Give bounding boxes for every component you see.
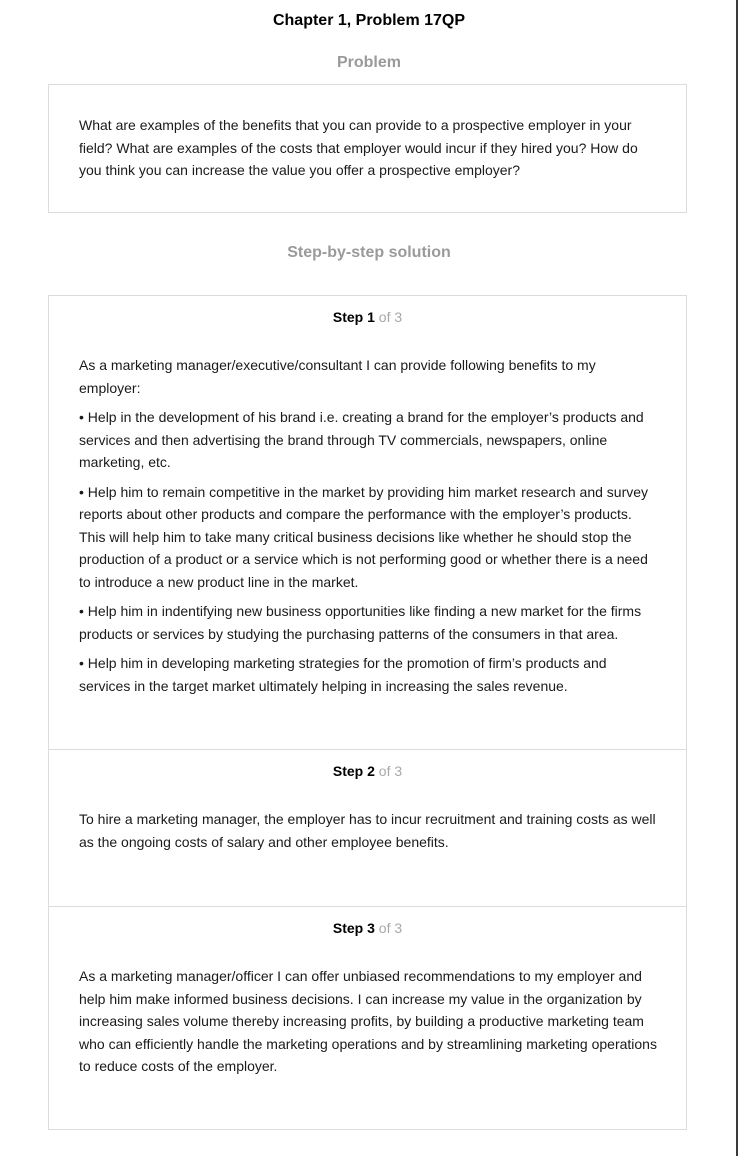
step-bullet: • Help him in developing marketing strategies for the promotion of firm’s products and services in the target market ultimately helping in increasing the sales revenue.	[79, 655, 607, 694]
step-body	[79, 965, 661, 1085]
problem-heading: Problem	[336, 54, 401, 71]
page-title: Chapter 1, Problem 17QP	[272, 12, 466, 29]
step-paragraph: As a marketing manager/officer I can offer unbiased recommendations to my employer and help him make informed business decisions. I can increase my value in the organization by increasing sales volume thereby increasing profits, by building a productive marketing team who can efficiently handle the marketing operations and by streamlining marketing operations to reduce costs of the employer.	[79, 968, 657, 1074]
problem-box	[48, 84, 687, 213]
step-word: Step	[332, 763, 364, 779]
step-body	[79, 808, 661, 860]
step-header	[49, 762, 686, 780]
solution-heading: Step-by-step solution	[287, 244, 451, 261]
problem-text: What are examples of the benefits that you can provide to a prospective employer in your field? What are examples of the costs that employer would incur if they hired you? How do you think you can increase the value you offer a prospective employer?	[79, 117, 638, 178]
step-2	[49, 749, 686, 906]
step-of-total: of 3	[378, 763, 403, 779]
step-of-total: of 3	[378, 309, 403, 325]
step-bullet: • Help in the development of his brand i.e. creating a brand for the employer’s products and services and then advertising the brand through TV commercials, newspapers, online marketing, etc.	[79, 409, 644, 470]
solution-box	[48, 295, 687, 1130]
step-number: 1	[367, 309, 375, 325]
step-header	[49, 308, 686, 326]
step-paragraph: To hire a marketing manager, the employer has to incur recruitment and training costs as well as the ongoing costs of salary and other employee benefits.	[79, 811, 656, 850]
step-number: 3	[367, 920, 375, 936]
step-3	[49, 906, 686, 1129]
step-header	[49, 919, 686, 937]
step-bullet: • Help him to remain competitive in the market by providing him market research and survey reports about other products and compare the performance with the employer’s products. This will help him to take many critical business decisions like whether he should stop the production of a product or a service which is not performing good or whether there is a need to introduce a new product line in the market.	[79, 483, 649, 590]
step-bullet: • Help him in indentifying new business opportunities like finding a new market for the firms products or services by studying the purchasing patterns of the consumers in that area.	[79, 603, 642, 642]
step-number: 2	[367, 763, 375, 779]
step-word: Step	[332, 920, 364, 936]
step-paragraph: As a marketing manager/executive/consultant I can provide following benefits to my employer:	[79, 357, 596, 396]
step-body	[79, 354, 661, 704]
step-1	[49, 296, 686, 749]
step-of-total: of 3	[378, 920, 403, 936]
step-word: Step	[332, 309, 364, 325]
